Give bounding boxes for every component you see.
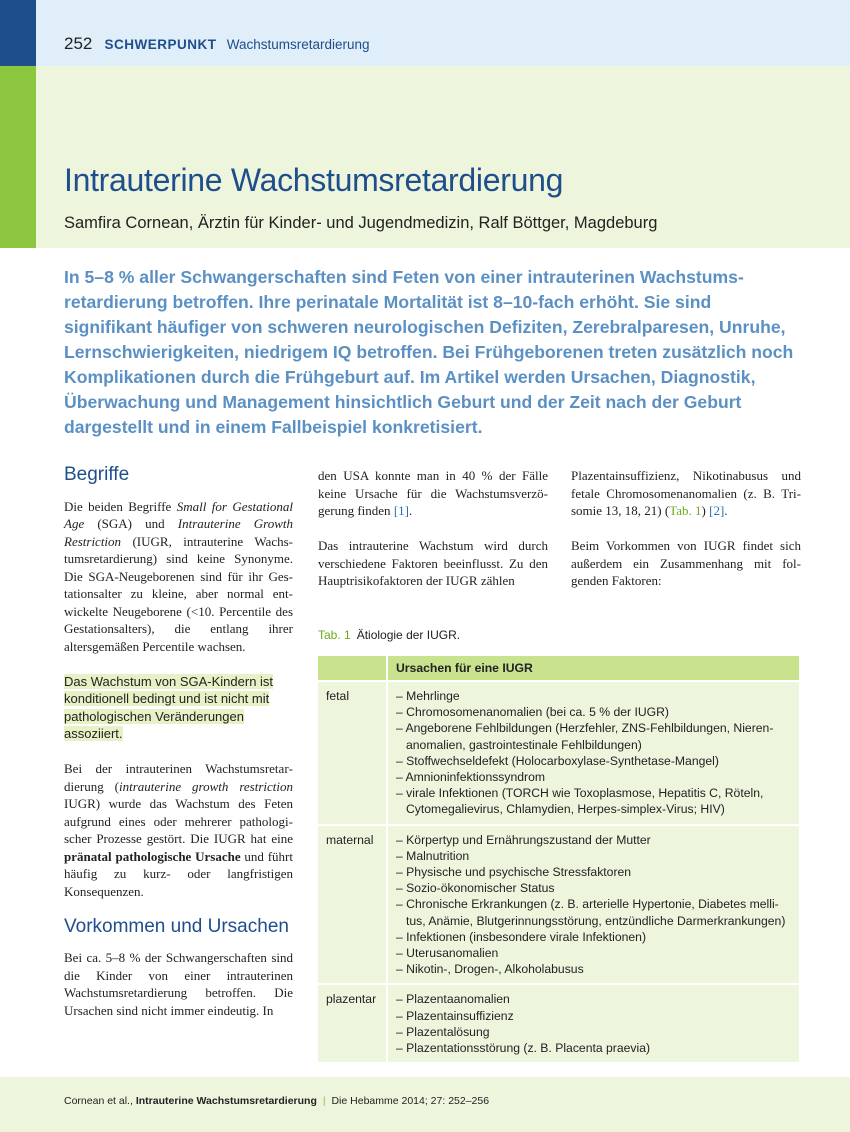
paragraph-definitions: Die beiden Begriffe Small for Gestational Age (SGA) und Intrauterine Growth Restriction (IUGR, intrauterine Wachstumsretardierung) sind keine Synonyme. Die SGA-Neugeborenen sind für ihr Gestationsalter zu kleine, aber normal entwickelte Neugeborene (<10. Percentile des Gestationsalters), die entlang ihrer altersgemäßen Percentile wachsen. (64, 498, 294, 654)
cause-list-item: – Plazentaanomalien (396, 991, 791, 1007)
table-row (318, 824, 799, 984)
cause-list-item: – Plazentainsuffizienz (396, 1008, 791, 1024)
article-authors: Samfira Cornean, Ärztin für Kinder- und Jugendmedizin, Ralf Böttger, Magdeburg (64, 214, 658, 232)
causes-list (396, 991, 791, 1056)
heading-vorkommen: Vorkommen und Ursachen (64, 915, 289, 937)
paragraph-association: Beim Vorkommen von IUGR findet sich außerdem ein Zusammenhang mit folgenden Faktoren: (571, 538, 801, 588)
term-iugr-en: intrauterine growth restriction (118, 778, 293, 794)
cause-list-item: – Sozio-ökonomischer Status (396, 880, 791, 896)
table-category-cell: maternal (318, 824, 388, 984)
column-1 (64, 466, 293, 1037)
heading-begriffe: Begriffe (64, 464, 130, 485)
reference-link-2[interactable]: [2] (709, 503, 725, 518)
causes-list (396, 832, 791, 978)
running-header (0, 0, 850, 66)
table-label: Tab. 1 (318, 628, 351, 642)
page-number: 252 (64, 34, 93, 53)
cause-list-item: – Physische und psychische Stressfaktoren (396, 864, 791, 880)
cause-list-item: – Körpertyp und Ernährungszustand der Mutter (396, 832, 791, 848)
table-category-cell: fetal (318, 680, 388, 824)
table-caption (318, 628, 460, 642)
header-accent-bar (0, 0, 36, 66)
table-reference-link[interactable]: Tab. 1 (669, 503, 702, 518)
footer-separator: | (322, 1095, 326, 1107)
column-3 (571, 467, 801, 607)
table-causes-cell (388, 680, 799, 824)
paragraph-vorkommen: Bei ca. 5–8 % der Schwangerschaften sind die Kinder von einer intrauterinen Wachstumsretardierung betroffen. Die Ursachen sind nicht immer eindeutig. In (64, 950, 293, 1018)
title-accent-bar (0, 66, 36, 248)
table-body (318, 680, 799, 1062)
paragraph-iugr: Bei der intrauterinen Wachstumsretardierung (intrauterine growth restriction IUGR) wurde das Wachstum des Feten aufgrund eines oder mehrerer pathologischer Prozesse gestört. Die IUGR hat eine pränatal pathologische Ursache und führt häufig zu kurz- oder langfristigen Konsequenzen. (64, 761, 293, 899)
table-category-cell: plazentar (318, 983, 388, 1062)
table-causes-cell (388, 983, 799, 1062)
table-header-empty (318, 656, 388, 680)
article-abstract: In 5–8 % aller Schwangerschaften sind Feten von einer intrauterinen Wachstumsretardierung betroffen. Ihre perinatale Mortalität ist 8–10-fach erhöht. Sie sind signifikant häufiger von schweren neurologischen Defiziten, Zerebralparesen, Unruhe, Lernschwierigkeiten, niedrigem IQ betroffen. Bei Frühgeborenen treten zusätzlich noch Komplikationen durch die Frühgeburt auf. Im Artikel werden Ursachen, Diagnostik, Überwachung und Management hinsichtlich Geburt und der Zeit nach der Geburt dargestellt und in einem Fallbeispiel konkretisiert. (64, 267, 794, 437)
cause-list-item: – Nikotin-, Drogen-, Alkoholabusus (396, 961, 791, 977)
table-causes-cell (388, 824, 799, 984)
footer-title: Intrauterine Wachstumsretardierung (135, 1095, 317, 1107)
term-iugr: Intrauterine Growth Restriction (64, 516, 293, 549)
cause-list-item: – Infektionen (insbesondere virale Infektionen) (396, 929, 791, 945)
reference-link-1[interactable]: [1] (393, 503, 409, 518)
table-row (318, 983, 799, 1062)
cause-list-item: – Malnutrition (396, 848, 791, 864)
footer-journal: Die Hebamme 2014; 27: 252–256 (331, 1095, 490, 1107)
footer-authors: Cornean et al., (64, 1095, 133, 1107)
cause-list-item: – Uterusanomalien (396, 945, 791, 961)
section-topic: Wachstumsretardierung (226, 37, 370, 52)
table-caption-text: Ätiologie der IUGR. (356, 628, 461, 642)
paragraph-risk: Plazentainsuffizienz, Nikotinabusus und fetale Chromosomenanomalien (z. B. Trisomie 13, 18, 21) (Tab. 1) [2]. (571, 468, 801, 518)
cause-list-item: – Angeborene Fehlbildungen (Herzfehler, ZNS-Fehlbildungen, Nierenanomalien, gastrointestinale Fehlbildungen) (396, 720, 791, 752)
cause-list-item: – virale Infektionen (TORCH wie Toxoplasmose, Hepatitis C, Röteln, Cytomegalievirus, Chlamydien, Herpes-simplex-Virus; HIV) (396, 785, 791, 817)
paragraph-factors: Das intrauterine Wachstum wird durch verschiedene Faktoren beeinflusst. Zu den Hauptrisikofaktoren der IUGR zählen (318, 538, 548, 588)
column-2 (318, 467, 548, 607)
section-label: SCHWERPUNKT (104, 37, 217, 52)
table-row (318, 680, 799, 824)
cause-list-item: – Plazentationsstörung (z. B. Placenta praevia) (396, 1040, 791, 1056)
table-header-cell: Ursachen für eine IUGR (388, 656, 799, 680)
cause-list-item: – Stoffwechseldefekt (Holocarboxylase-Synthetase-Mangel) (396, 753, 791, 769)
bold-cause: pränatal pathologische Ursache (64, 848, 241, 864)
article-title: Intrauterine Wachstumsretardierung (64, 162, 564, 198)
term-sga: Small for Gestational Age (64, 498, 294, 531)
cause-list-item: – Chronische Erkrankungen (z. B. arterielle Hypertonie, Diabetes mellitus, Anämie, Blutgerinnungsstörung, entzündliche Darmerkrankungen) (396, 896, 791, 928)
etiology-table (318, 656, 799, 1062)
causes-list (396, 688, 791, 818)
cause-list-item: – Mehrlinge (396, 688, 791, 704)
cause-list-item: – Plazentalösung (396, 1024, 791, 1040)
footer-citation (64, 1095, 489, 1107)
cause-list-item: – Chromosomenanomalien (bei ca. 5 % der IUGR) (396, 704, 791, 720)
paragraph-usa: den USA konnte man in 40 % der Fälle keine Ursache für die Wachstumsverzögerung finden [1]. (318, 468, 548, 518)
table-header-row (318, 656, 799, 680)
running-header-text (64, 34, 370, 54)
highlight-box: Das Wachstum von SGA-Kindern ist konditionell bedingt und ist nicht mit pathologischen Veränderungen assoziiert. (64, 673, 274, 741)
cause-list-item: – Amnioninfektionssyndrom (396, 769, 791, 785)
